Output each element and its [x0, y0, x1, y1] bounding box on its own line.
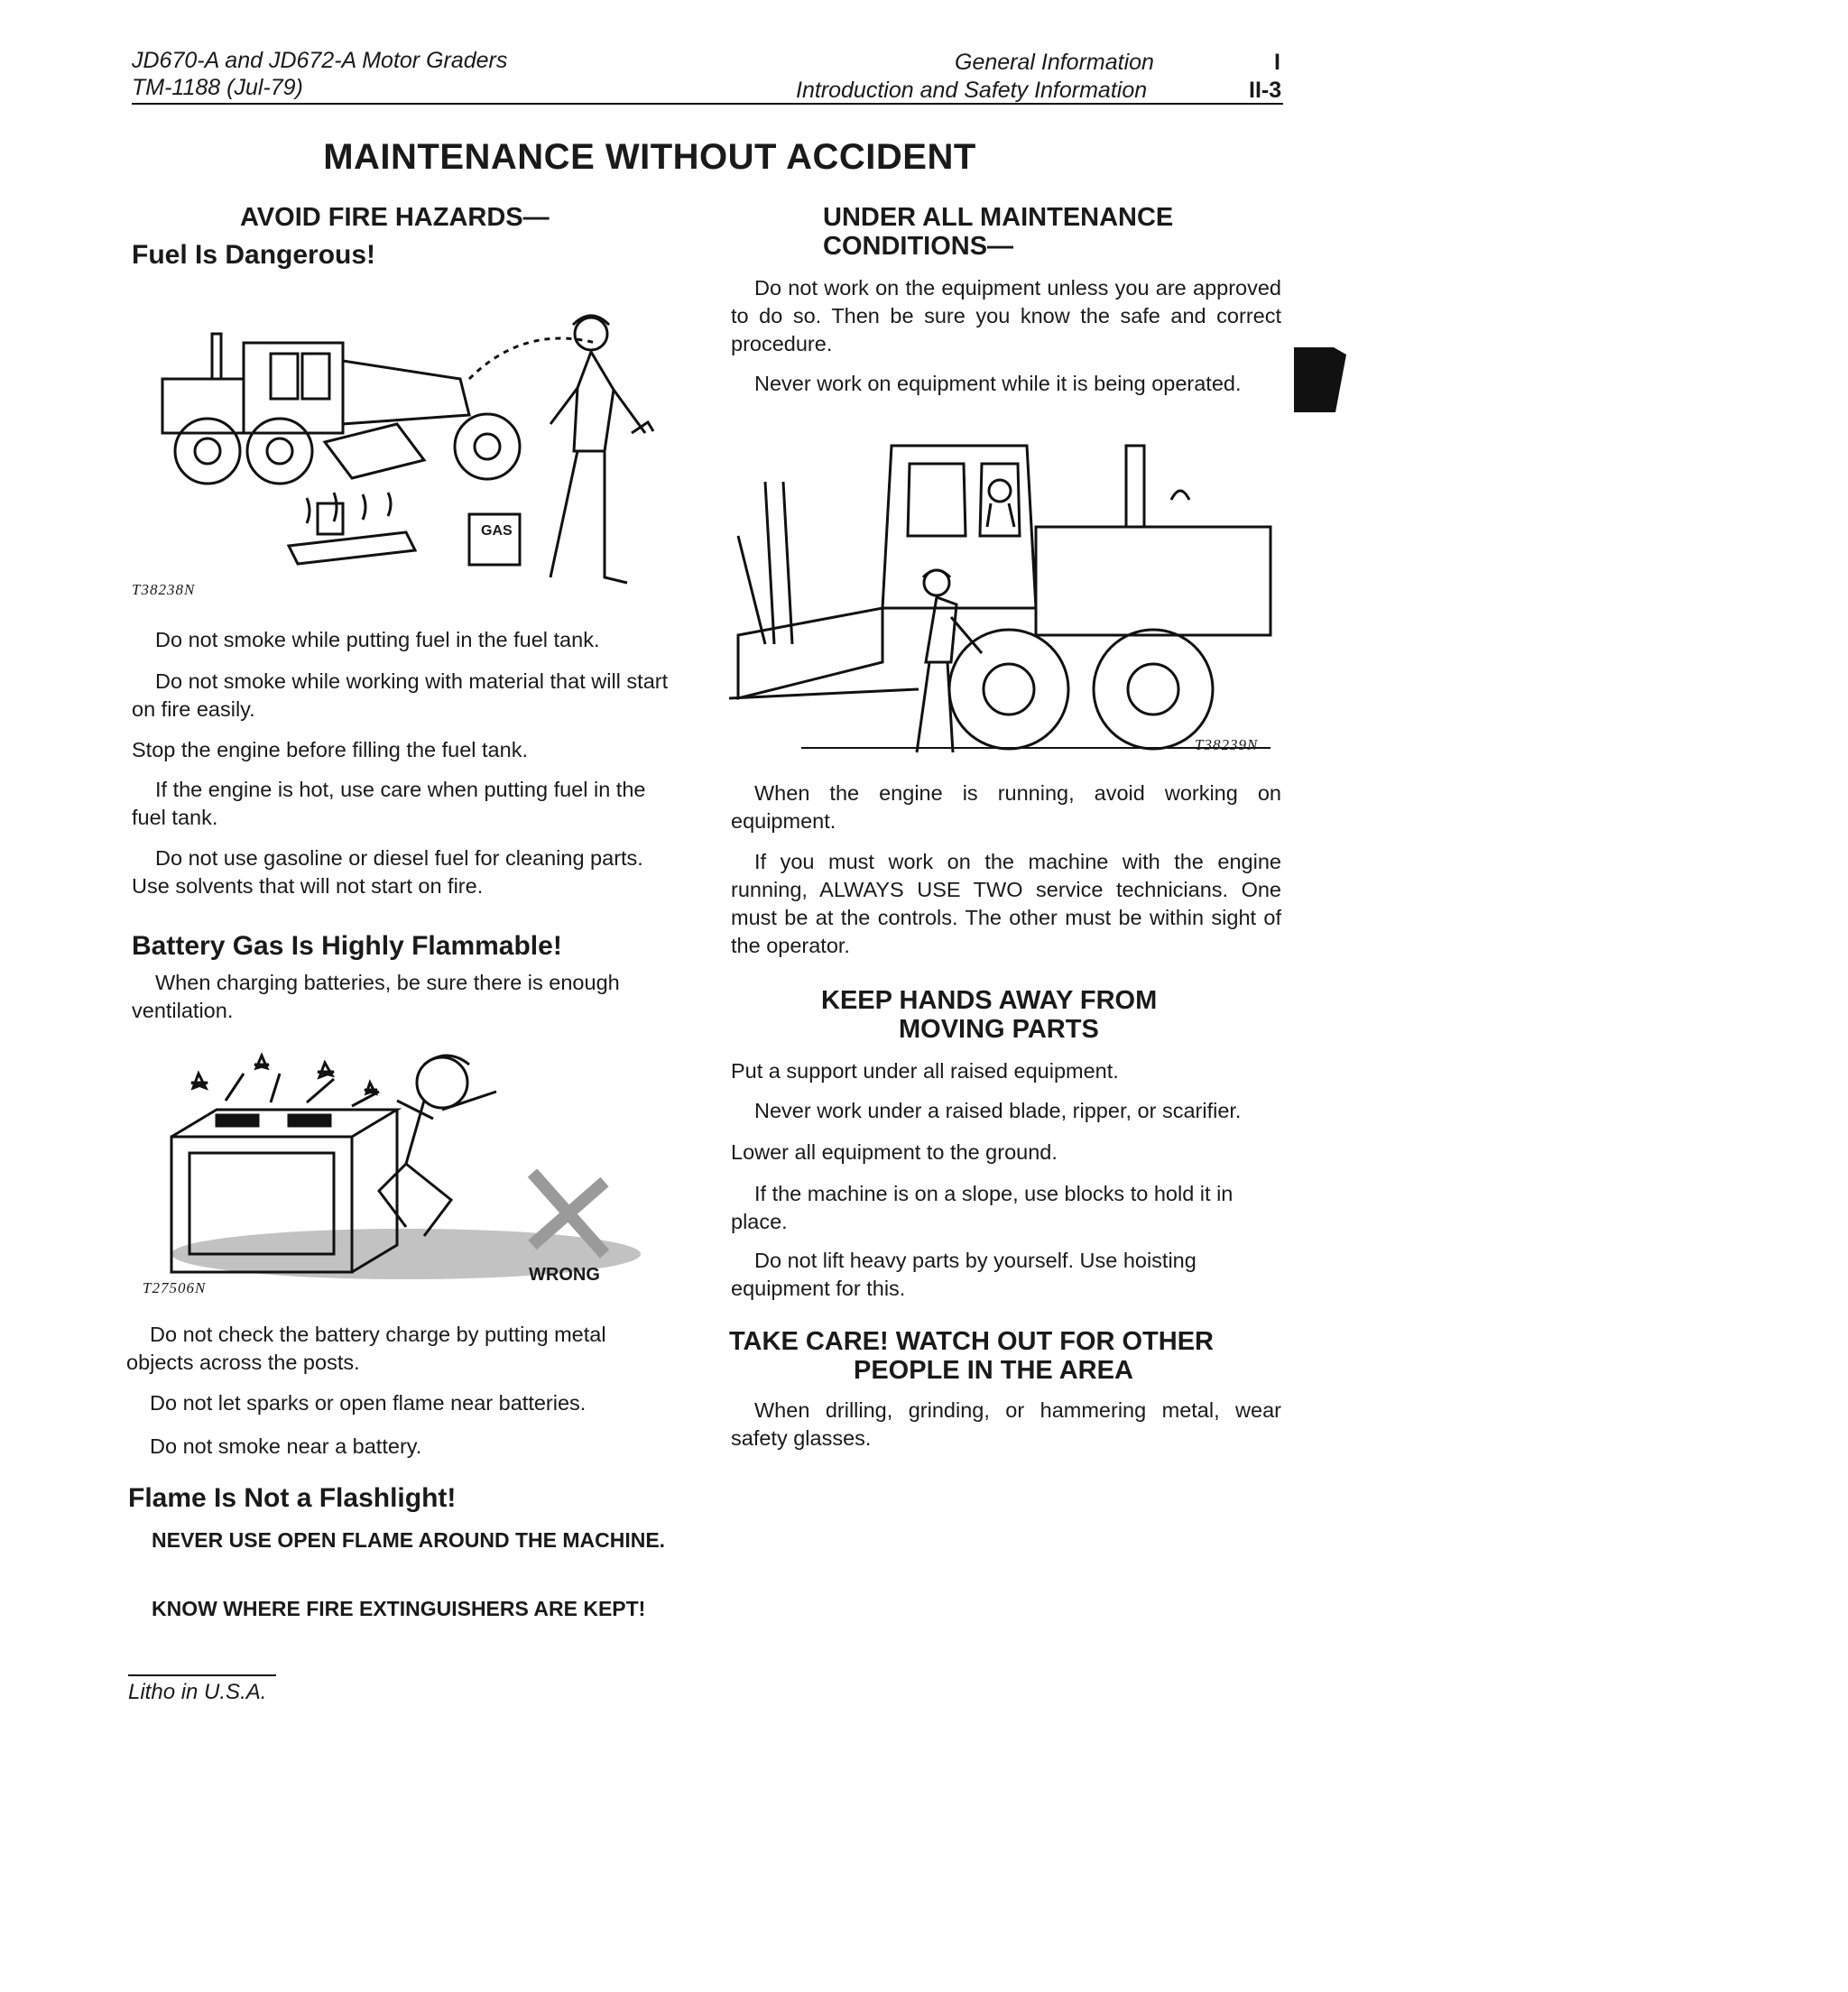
- battery-para-2: Do not let sparks or open flame near batteries.: [150, 1391, 587, 1415]
- gas-can-icon: [469, 514, 520, 565]
- fire-para-1: Do not smoke while putting fuel in the fuel tank.: [155, 628, 600, 651]
- fuel-figure: [126, 307, 686, 595]
- margin-tab-marker: [1294, 347, 1348, 412]
- moving-parts-heading-2: MOVING PARTS: [899, 1015, 1099, 1044]
- fuel-figure-id: T38238N: [132, 581, 196, 598]
- conditions-heading-1: UNDER ALL MAINTENANCE: [823, 203, 1174, 232]
- flame-heading: Flame Is Not a Flashlight!: [128, 1483, 457, 1513]
- battery-figure: [135, 1038, 641, 1290]
- spark-icon: [191, 1056, 377, 1093]
- fire-heading: AVOID FIRE HAZARDS—: [240, 203, 550, 232]
- subsection-name: Introduction and Safety Information: [796, 78, 1148, 103]
- conditions-para-1: Do not work on the equipment unless you are approved to do so. Then be sure you know the safe and correct procedure.: [731, 276, 1281, 355]
- moving-parts-para-5: Do not lift heavy parts by yourself. Use hoisting equipment for this.: [731, 1249, 1197, 1300]
- section-name: General Information: [955, 50, 1154, 75]
- moving-parts-para-4: If the machine is on a slope, use blocks to hold it in place.: [731, 1182, 1234, 1233]
- wrong-label: WRONG: [529, 1265, 600, 1285]
- fire-para-2: Do not smoke while working with material that will start on fire easily.: [132, 669, 669, 721]
- conditions-para-3: When the engine is running, avoid working on equipment.: [731, 781, 1281, 833]
- moving-parts-para-2: Never work under a raised blade, ripper, or scarifier.: [754, 1099, 1242, 1122]
- header-rule: [132, 103, 1283, 105]
- other-people-heading-1: TAKE CARE! WATCH OUT FOR OTHER: [729, 1327, 1214, 1356]
- conditions-para-4: If you must work on the machine with the engine running, ALWAYS USE TWO service technicians. One must be at the controls. The other must be within sight of the operator.: [731, 850, 1281, 957]
- worker-icon: [575, 318, 607, 350]
- other-people-heading-2: PEOPLE IN THE AREA: [854, 1356, 1133, 1385]
- tab-mark: I: [1274, 50, 1280, 75]
- tm-number: TM-1188 (Jul-79): [132, 75, 303, 100]
- battery-para-1: Do not check the battery charge by putting metal objects across the posts.: [126, 1323, 606, 1374]
- fire-para-4: If the engine is hot, use care when putting fuel in the fuel tank.: [132, 778, 646, 829]
- conditions-heading-2: CONDITIONS—: [823, 232, 1014, 261]
- battery-heading: Battery Gas Is Highly Flammable!: [132, 931, 562, 961]
- flame-para-1: NEVER USE OPEN FLAME AROUND THE MACHINE.: [152, 1528, 666, 1552]
- page-title: MAINTENANCE WITHOUT ACCIDENT: [323, 137, 976, 177]
- manual-title: JD670-A and JD672-A Motor Graders: [132, 48, 508, 73]
- moving-parts-heading-1: KEEP HANDS AWAY FROM: [821, 986, 1158, 1015]
- maintenance-figure-id: T38239N: [1195, 736, 1259, 753]
- wheel-icon: [175, 419, 240, 484]
- moving-parts-para-1: Put a support under all raised equipment.: [731, 1059, 1119, 1083]
- other-people-para-1: When drilling, grinding, or hammering metal, wear safety glasses.: [731, 1398, 1281, 1450]
- conditions-para-2: Never work on equipment while it is being operated.: [754, 372, 1242, 395]
- battery-figure-id: T27506N: [143, 1279, 207, 1296]
- battery-para-3: Do not smoke near a battery.: [150, 1434, 422, 1458]
- battery-intro: When charging batteries, be sure there is enough ventilation.: [132, 971, 620, 1022]
- moving-parts-para-3: Lower all equipment to the ground.: [731, 1140, 1058, 1164]
- maintenance-figure: [729, 428, 1280, 761]
- flame-para-2: KNOW WHERE FIRE EXTINGUISHERS ARE KEPT!: [152, 1597, 646, 1620]
- footer-rule: [128, 1674, 276, 1676]
- footer-litho: Litho in U.S.A.: [128, 1680, 267, 1704]
- fire-para-5: Do not use gasoline or diesel fuel for cleaning parts. Use solvents that will not start on fire.: [132, 846, 643, 898]
- fire-subheading: Fuel Is Dangerous!: [132, 240, 376, 270]
- wheel-icon: [949, 630, 1068, 749]
- gas-label: GAS: [481, 523, 513, 539]
- page-number: II-3: [1249, 78, 1282, 103]
- fire-para-3: Stop the engine before filling the fuel tank.: [132, 738, 528, 761]
